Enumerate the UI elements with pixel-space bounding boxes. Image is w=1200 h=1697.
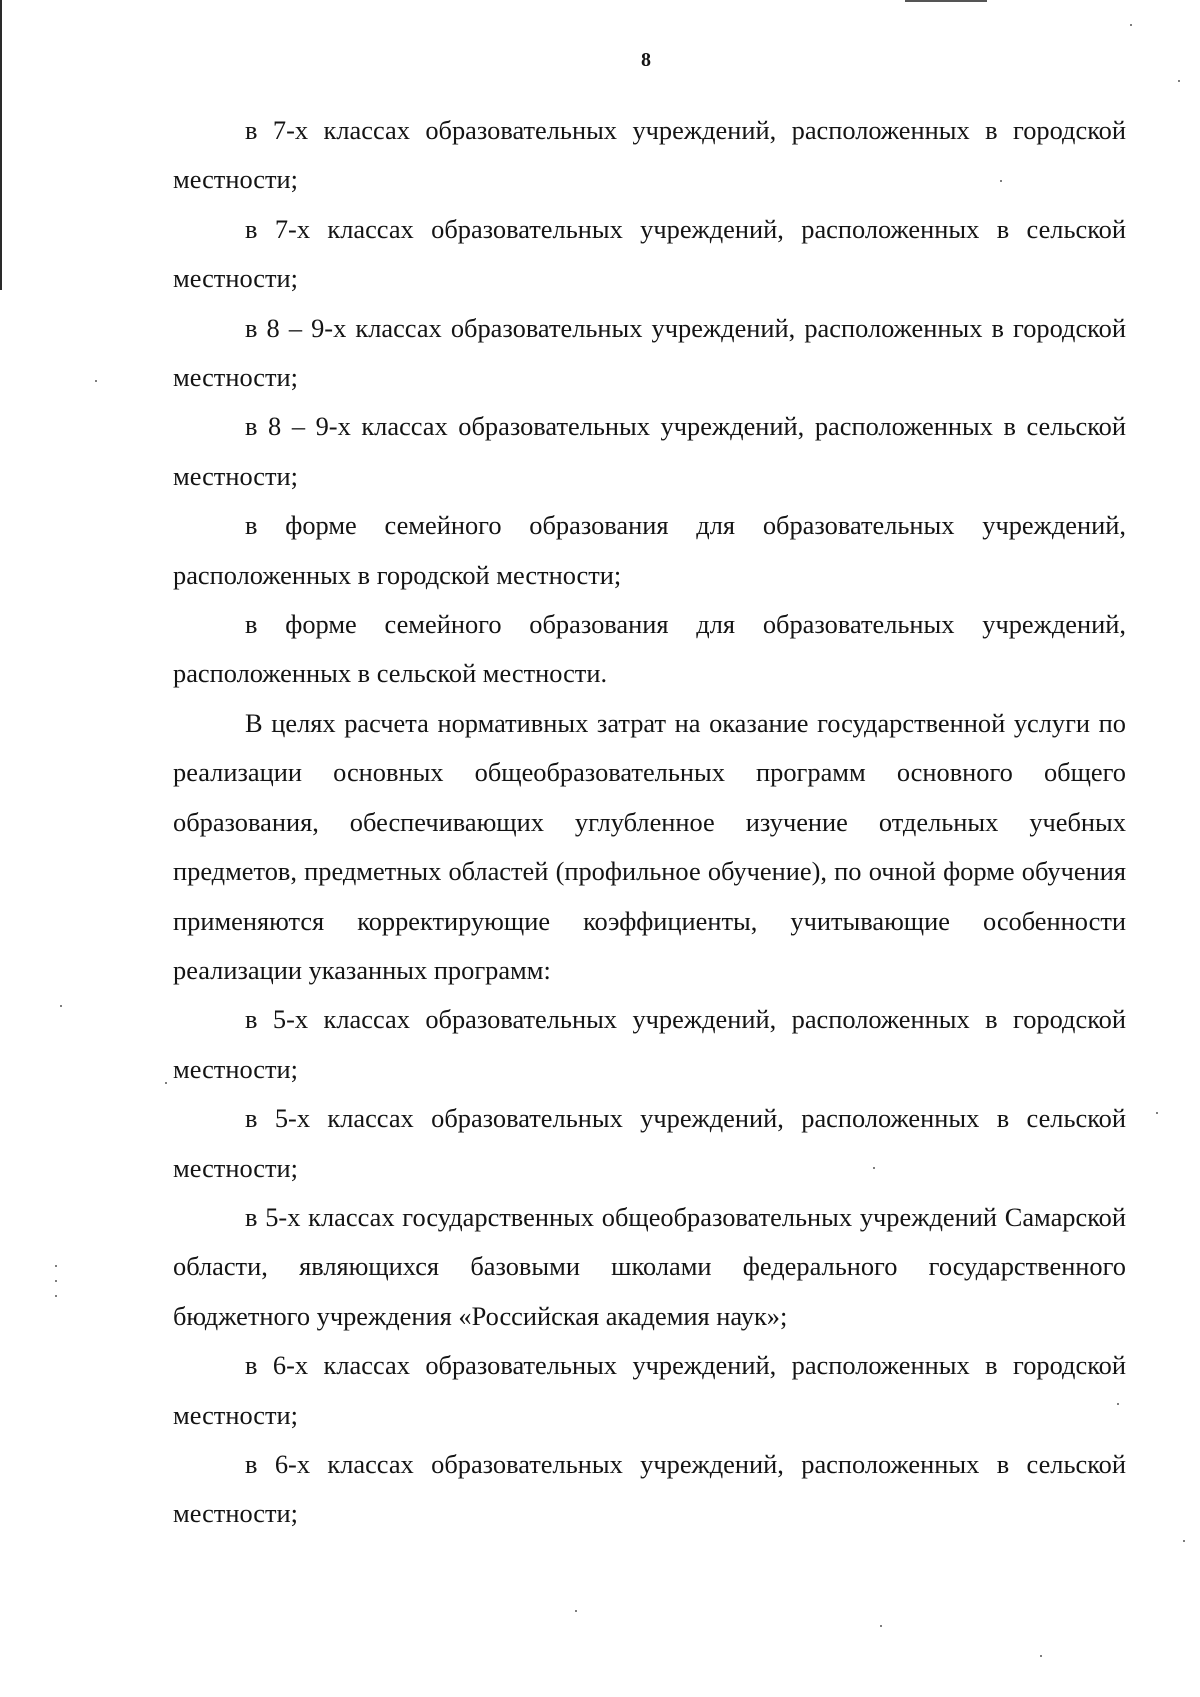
scan-edge-line xyxy=(0,0,2,290)
scan-speck xyxy=(95,380,97,382)
body-text xyxy=(173,106,1126,1539)
scan-speck xyxy=(880,1625,882,1627)
scan-speck xyxy=(575,1610,577,1612)
paragraph: в 5-х классах образовательных учреждений, расположенных в городской местности; xyxy=(173,1004,1126,1084)
scan-speck xyxy=(1183,1540,1185,1542)
paragraph: в 5-х классах государственных общеобразовательных учреждений Самарской области, являющихся базовыми школами федерального государственного бюджетного учреждения «Российская академия наук»; xyxy=(173,1201,1126,1331)
paragraph: в 7-х классах образовательных учреждений, расположенных в городской местности; xyxy=(173,115,1126,195)
scan-speck xyxy=(165,1082,167,1084)
scan-speck xyxy=(55,1265,57,1267)
scan-speck xyxy=(1178,80,1180,82)
paragraph: в форме семейного образования для образовательных учреждений, расположенных в сельской местности. xyxy=(173,609,1126,689)
paragraph: в 5-х классах образовательных учреждений, расположенных в сельской местности; xyxy=(173,1103,1126,1183)
scan-speck xyxy=(55,1280,57,1282)
paragraph: в 6-х классах образовательных учреждений, расположенных в сельской местности; xyxy=(173,1448,1126,1529)
page-number: 8 xyxy=(641,49,651,71)
scan-top-mark xyxy=(905,0,987,2)
paragraph: в 6-х классах образовательных учреждений, расположенных в городской местности; xyxy=(173,1350,1126,1430)
paragraph: В целях расчета нормативных затрат на оказание государственной услуги по реализации основных общеобразовательных программ основного общего образования, обеспечивающих углубленное изучение отдельных учебных предметов, предметных областей (профильное обучение), по очной форме обучения применяются корректирующие коэффициенты, учитывающие особенности реализации указанных программ: xyxy=(173,707,1126,985)
scan-speck xyxy=(1040,1655,1042,1657)
paragraph: в 8 – 9-х классах образовательных учреждений, расположенных в городской местности; xyxy=(173,312,1126,393)
paragraph: в 7-х классах образовательных учреждений, расположенных в сельской местности; xyxy=(173,213,1126,294)
scan-speck xyxy=(1130,24,1132,26)
paragraph: в форме семейного образования для образовательных учреждений, расположенных в городской местности; xyxy=(173,510,1126,590)
scan-speck xyxy=(1156,1112,1158,1114)
paragraph: в 8 – 9-х классах образовательных учреждений, расположенных в сельской местности; xyxy=(173,411,1126,491)
scan-speck xyxy=(55,1295,57,1297)
scan-speck xyxy=(60,1005,62,1007)
